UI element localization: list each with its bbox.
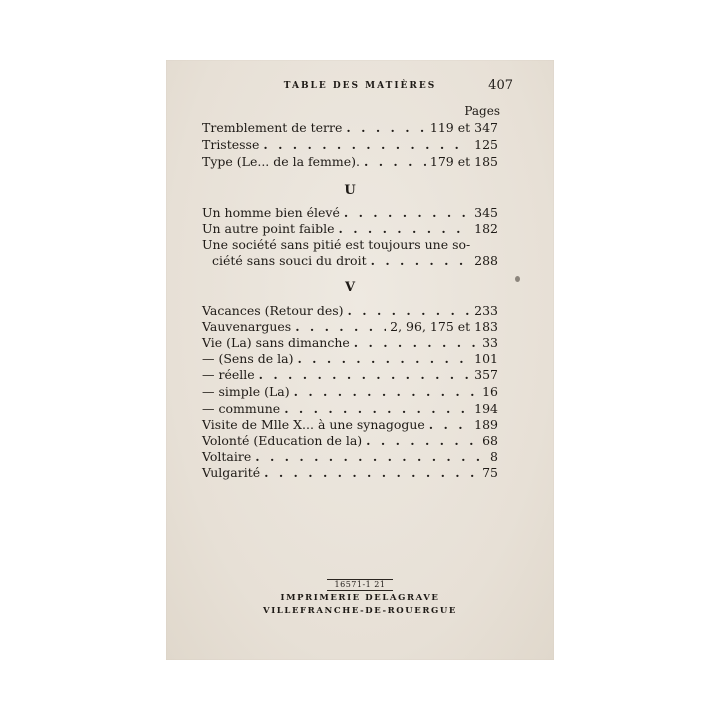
- entry-pages: 68: [482, 433, 498, 448]
- index-entry: [202, 137, 498, 153]
- dot-leader: [295, 319, 386, 335]
- index-entry: [202, 367, 498, 383]
- entry-text: Une société sans pitié est toujours une so-: [202, 237, 471, 252]
- index-entry: [202, 384, 498, 400]
- entry-pages: 345: [474, 205, 498, 220]
- entry-text: Vie (La) sans dimanche: [202, 335, 350, 350]
- index-entry: [202, 205, 498, 221]
- dot-leader: [346, 120, 426, 136]
- dot-leader: [284, 401, 470, 417]
- page-number: 407: [488, 78, 513, 93]
- entry-text: Vauvenargues: [202, 319, 292, 334]
- entry-pages: 288: [474, 253, 498, 268]
- entry-pages: 125: [474, 137, 498, 152]
- index-entry: [202, 449, 498, 465]
- entry-text: Visite de Mlle X... à une synagogue: [202, 417, 425, 432]
- print-code: 16571-1 21: [327, 579, 394, 591]
- index-entry: [202, 221, 498, 237]
- entry-text: — simple (La): [202, 384, 290, 399]
- printer-name: IMPRIMERIE DELAGRAVE: [280, 593, 440, 603]
- colophon: [166, 572, 554, 617]
- entry-text: — (Sens de la): [202, 351, 294, 366]
- index-entry: [202, 401, 498, 417]
- entry-text: — réelle: [202, 367, 255, 382]
- entry-text: Un autre point faible: [202, 221, 335, 236]
- index-entry: [202, 433, 498, 449]
- index-entry: [202, 303, 498, 319]
- index-entry: [202, 417, 498, 433]
- running-head-title: TABLE DES MATIÈRES: [283, 81, 437, 91]
- dot-leader: [364, 154, 426, 170]
- index-entry: [202, 120, 498, 136]
- entry-pages: 8: [490, 449, 498, 464]
- dot-leader: [348, 303, 471, 319]
- entry-text: ciété sans souci du droit: [212, 253, 367, 268]
- dot-leader: [263, 137, 470, 153]
- paper-spot: [515, 276, 520, 282]
- entry-pages: 75: [482, 465, 498, 480]
- section-letter-u: U: [344, 183, 356, 198]
- entry-pages: 2, 96, 175 et 183: [390, 319, 498, 334]
- entry-text: Vulgarité: [202, 465, 261, 480]
- dot-leader: [371, 253, 471, 269]
- index-entry: [202, 154, 498, 170]
- dot-leader: [255, 449, 486, 465]
- entry-text: Volonté (Education de la): [202, 433, 363, 448]
- entry-pages: 189: [474, 417, 498, 432]
- section-letter-v: V: [344, 280, 356, 295]
- printer-city: VILLEFRANCHE-DE-ROUERGUE: [263, 606, 457, 616]
- index-entry: [202, 465, 498, 481]
- entry-pages: 179 et 185: [429, 154, 498, 169]
- entry-text: — commune: [202, 401, 281, 416]
- entry-pages: 194: [474, 401, 498, 416]
- entry-text: Tristesse: [202, 137, 260, 152]
- entry-pages: 182: [474, 221, 498, 236]
- book-page: [166, 60, 554, 660]
- entry-pages: 33: [482, 335, 498, 350]
- dot-leader: [297, 351, 470, 367]
- dot-leader: [294, 384, 478, 400]
- dot-leader: [344, 205, 470, 221]
- entry-pages: 101: [474, 351, 498, 366]
- entry-text: Vacances (Retour des): [202, 303, 344, 318]
- index-entry: [202, 335, 498, 351]
- entry-pages: 16: [482, 384, 498, 399]
- dot-leader: [354, 335, 478, 351]
- dot-leader: [366, 433, 478, 449]
- index-entry: [202, 351, 498, 367]
- entry-pages: 119 et 347: [429, 120, 498, 135]
- dot-leader: [429, 417, 470, 433]
- entry-text: Un homme bien élevé: [202, 205, 340, 220]
- running-head: [166, 78, 554, 98]
- pages-column-label: Pages: [464, 104, 500, 118]
- index-entry: [202, 237, 498, 253]
- entry-text: Tremblement de terre: [202, 120, 343, 135]
- entry-text: Type (Le... de la femme).: [202, 154, 361, 169]
- dot-leader: [338, 221, 470, 237]
- dot-leader: [264, 465, 478, 481]
- index-entry-continuation: [212, 253, 498, 269]
- dot-leader: [259, 367, 471, 383]
- index-entry: [202, 319, 498, 335]
- entry-text: Voltaire: [202, 449, 252, 464]
- entry-pages: 233: [474, 303, 498, 318]
- entry-pages: 357: [474, 367, 498, 382]
